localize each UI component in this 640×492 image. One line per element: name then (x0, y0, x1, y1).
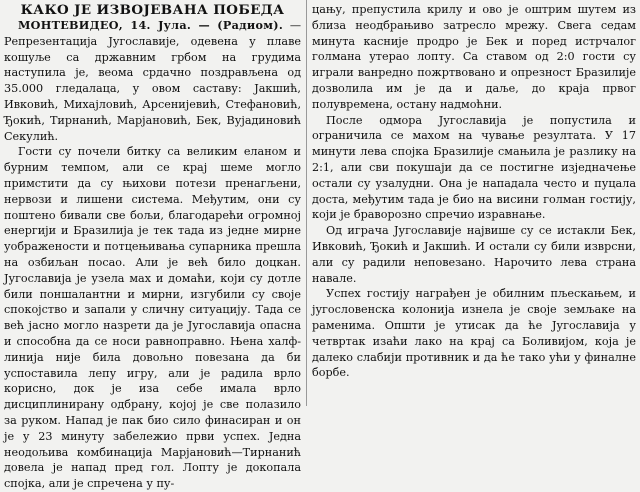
left-column (4, 2, 301, 491)
column-divider (306, 0, 307, 406)
dateline: МОНТЕВИДЕО, 14. Јула. — (Радиом). (18, 18, 284, 32)
article-headline: КАКО ЈЕ ИЗВОЈЕВАНА ПОБЕДА (20, 2, 285, 18)
right-column (312, 2, 636, 406)
paragraph: Од играча Југославије највише су се истакли Бек, Ивковић, Ђокић и Јакшић. И остали су били изврсни, али су радили неповезано. Нарочито лева страна навале. (312, 224, 636, 285)
paragraph: После одмора Југославија је попустила и ограничила се махом на чување резултата. У 17 минути лева спојка Бразилије смањила је разлику на 2:1, али сви покушаји да се постигне изједначење остали су узалудни. Она је нападала често и пуцала доста, међутим тада је био на висини голман гостију, који је браворозно спречио изравнање. (312, 113, 636, 222)
paragraph: Успех гостију награђен је обилним пљескањем, и југословенска колонија изнела је своје земљаке на раменима. Општи је утисак да ће Југославија у четвртак изаћи лако на крај са Боливијом, која је далеко слабији противник и да ће тако ући у финалне борбе. (312, 287, 636, 380)
lead-text: — Репрезентација Југославије, одевена у плаве кошуље са државним грбом на грудима наступила је, веома срдачно поздрављена од 35.000 гледалаца, у овом саставу: Јакшић, Ивковић, Михајловић, Арсенијевић, Стефановић, Ђокић, Тирнанић, Марјановић, Бек, Вујадиновић Секулић. (4, 19, 301, 143)
lead-paragraph (4, 18, 301, 144)
paragraph: Гости су почели битку са великим еланом и бурним темпом, али се крај шеме могло примстити да су њихови потези пренагљени, нервози и лишени система. Међутим, они су поштено бивали све бољи, благодарећи огромној енергији и Бразилија је тек тада из једне мирне уображености и потцењивања супарника прешла на озбиљан посао. Али је већ било доцкан. Југославија је узела мах и домаћи, који су дотле били поншалантни и мирни, изгубили су своје спокојство и запали у сличну ситуацију. Тада се већ јасно могло назрети да је Југославија опасна и способна да се носи равноправно. Њена халф-линија није била довољно повезана да би успоставила лепу игру, али је радила врло корисно, док је иза себе имала врло дисциплинирану одбрану, којој је све полазило за руком. Напад је пак био сило финасиран и он је у 23 минуту забележио први успех. Једна неодољива комбинација Марјановић—Тирнанић довела је напад пред гол. Лопту је докопала спојка, али је спречена у пу- (4, 145, 301, 491)
paragraph: цању, препустила крилу и ово је оштрим шутем из близа неодбрањиво затресло мрежу. Свега седам минута касније продро је Бек и поред истрчалог голмана утерао лопту. Са ставом од 2:0 гости су играли ванредно пожртвовано и опрезност Бразилије дозволила им је да и даље, до краја првог полувремена, остану надмоћни. (312, 3, 636, 111)
